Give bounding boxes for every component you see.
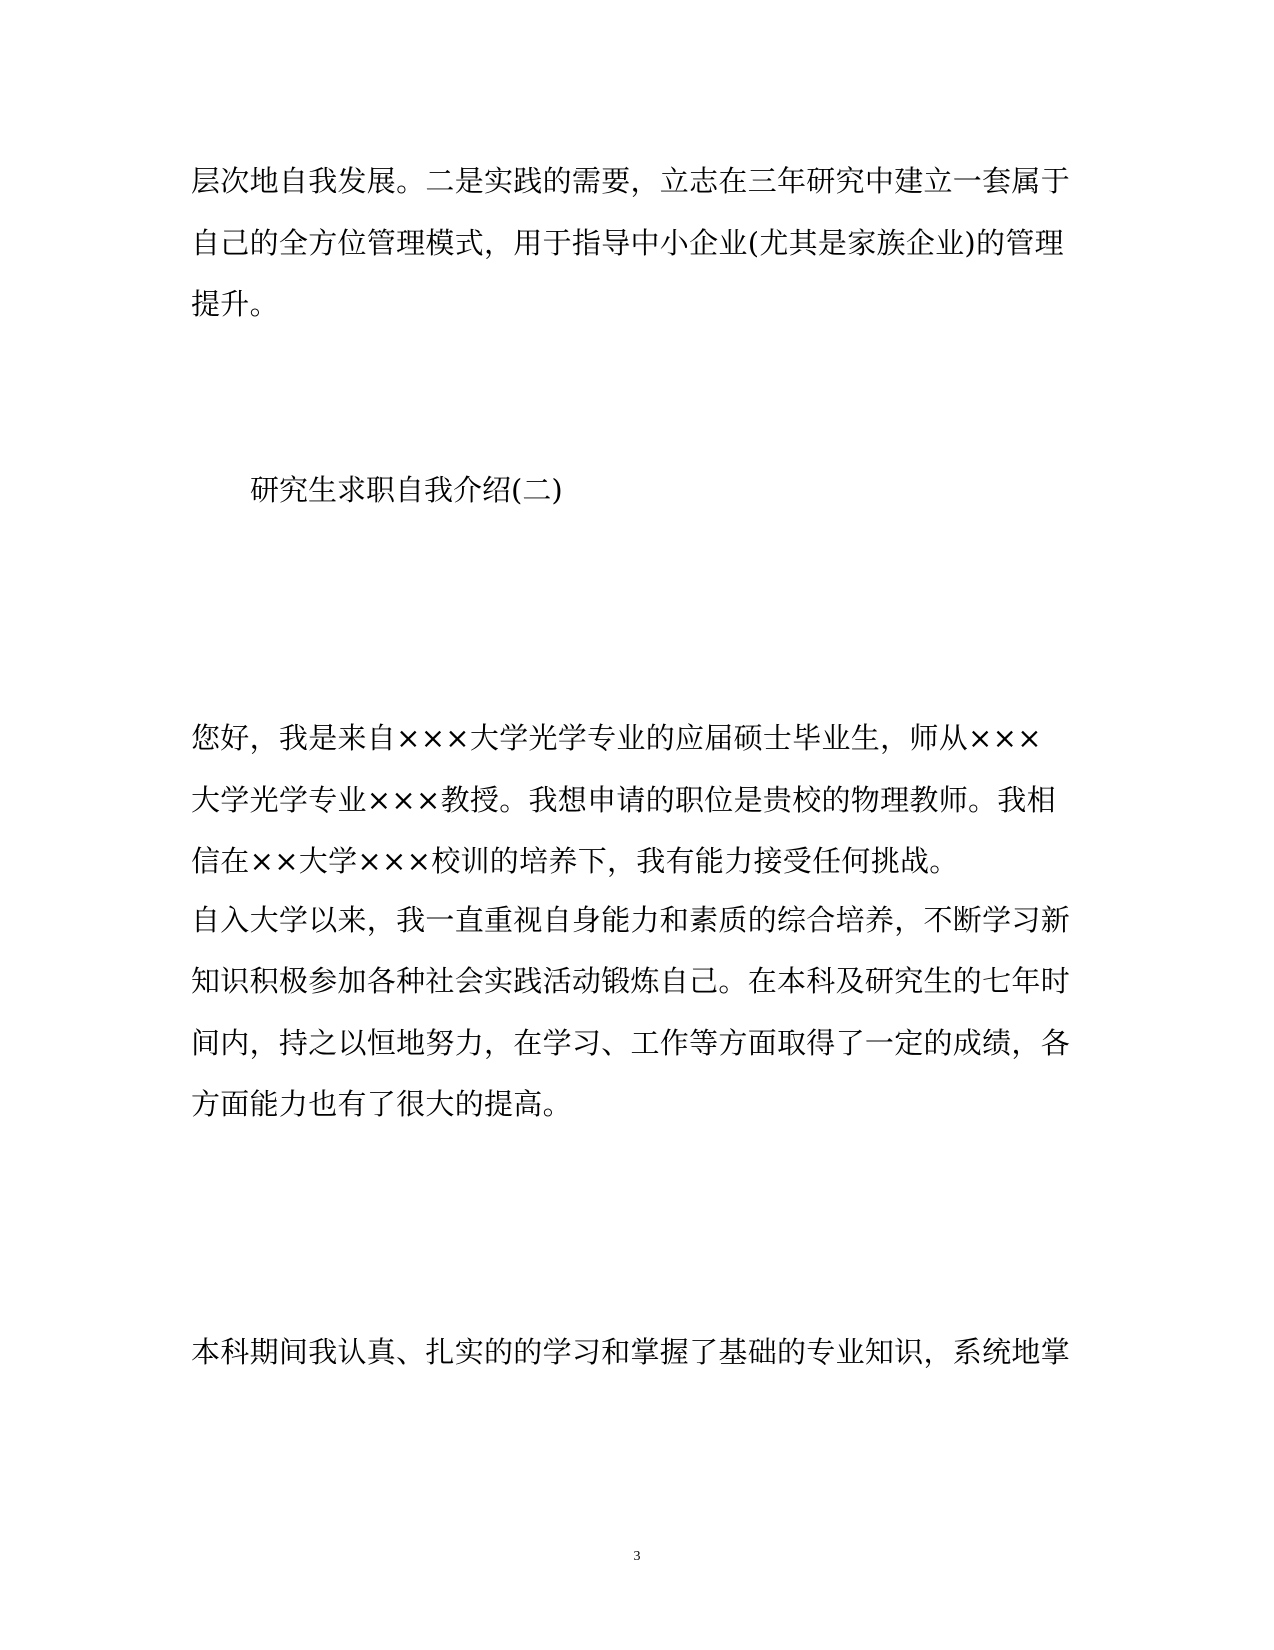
paragraph-line: 您好，我是来自×××大学光学专业的应届硕士毕业生，师从××× (191, 721, 1042, 755)
paragraph-line: 提升。 (191, 287, 279, 321)
paragraph-line: 自入大学以来，我一直重视自身能力和素质的综合培养，不断学习新 (191, 903, 1071, 937)
paragraph-line: 知识积极参加各种社会实践活动锻炼自己。在本科及研究生的七年时 (191, 964, 1071, 998)
section-heading: 研究生求职自我介绍(二) (250, 473, 563, 507)
paragraph-line: 本科期间我认真、扎实的的学习和掌握了基础的专业知识，系统地掌 (191, 1335, 1071, 1369)
paragraph-line: 间内，持之以恒地努力，在学习、工作等方面取得了一定的成绩，各 (191, 1026, 1071, 1060)
paragraph-line: 层次地自我发展。二是实践的需要，立志在三年研究中建立一套属于 (191, 164, 1071, 198)
paragraph-line: 信在××大学×××校训的培养下，我有能力接受任何挑战。 (191, 844, 959, 878)
paragraph-line: 自己的全方位管理模式，用于指导中小企业(尤其是家族企业)的管理 (191, 226, 1064, 260)
paragraph-line: 方面能力也有了很大的提高。 (191, 1087, 572, 1121)
paragraph-line: 大学光学专业×××教授。我想申请的职位是贵校的物理教师。我相 (191, 783, 1056, 817)
page-number: 3 (633, 1549, 641, 1564)
